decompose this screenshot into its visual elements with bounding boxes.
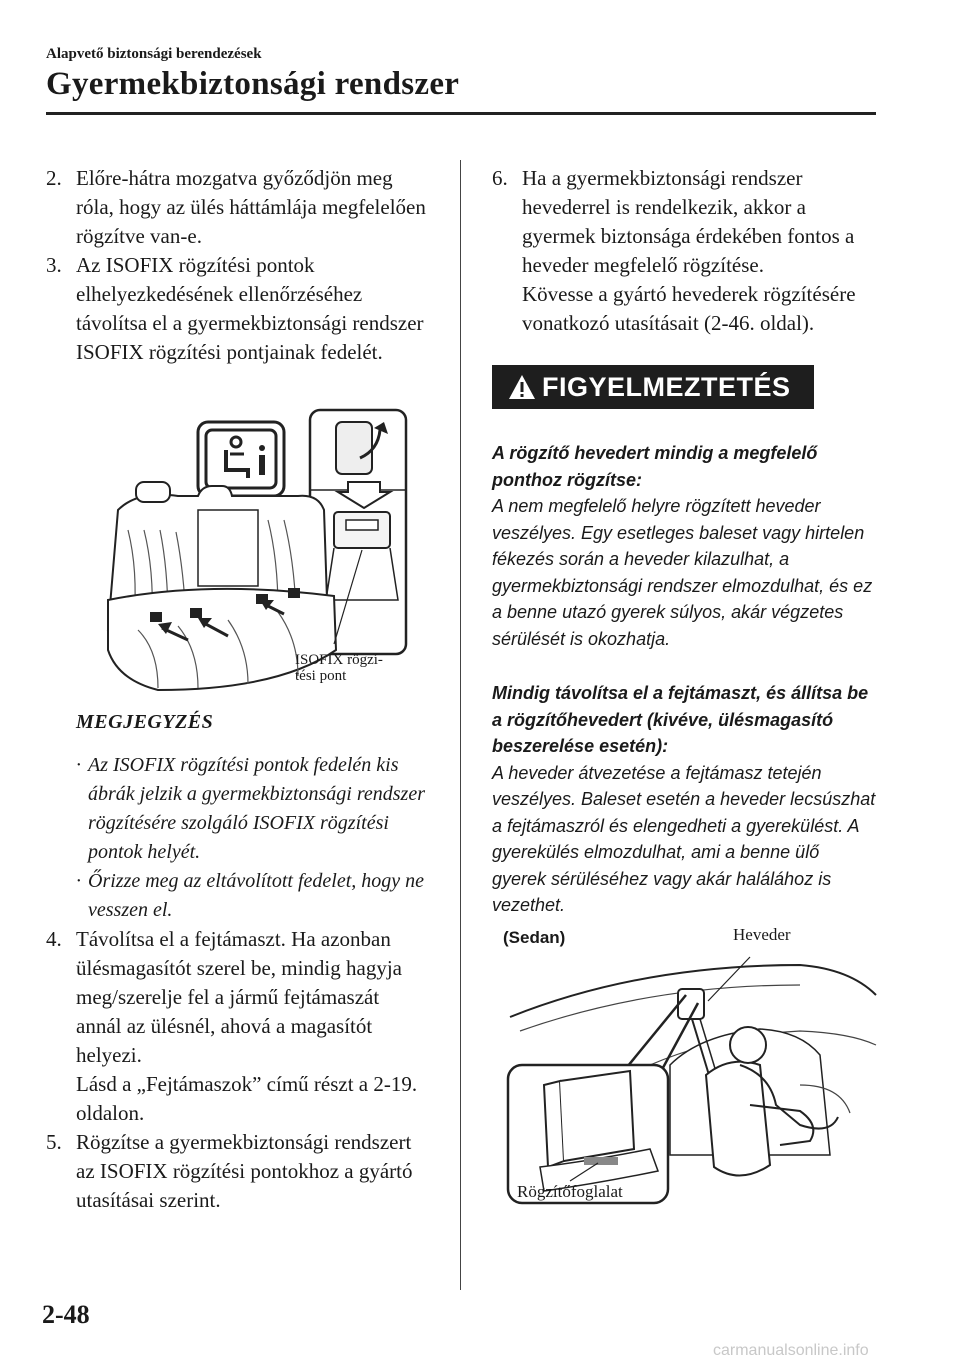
step-6 — [492, 164, 882, 280]
step-2 — [46, 164, 426, 251]
left-column-bottom — [46, 708, 426, 1215]
page-title: Gyermekbiztonsági rendszer — [46, 66, 460, 102]
step-3 — [46, 251, 426, 367]
note-bullet — [46, 867, 426, 925]
child-seat-isofix-icon — [206, 430, 276, 488]
step-4-reference: Lásd a „Fejtámaszok” című részt a 2-19. oldalon. — [76, 1072, 418, 1125]
isofix-label-line1: ISOFIX rögzí- — [295, 652, 383, 668]
note-list — [46, 751, 426, 925]
column-divider — [460, 160, 461, 1290]
warning-triangle-icon — [502, 373, 542, 401]
step-3-text: Az ISOFIX rögzítési pontok elhelyezkedésének ellenőrzéséhez távolítsa el a gyermekbiztonsági rendszer ISOFIX rögzítési pontjainak fedelét. — [76, 253, 424, 364]
section-title: Alapvető biztonsági berendezések — [46, 46, 262, 62]
warning-title: FIGYELMEZTETÉS — [542, 371, 791, 402]
step-5-number: 5. — [46, 1130, 62, 1154]
step-5-text: Rögzítse a gyermekbiztonsági rendszert az ISOFIX rögzítési pontokhoz a gyártó utasításai szerint. — [76, 1130, 413, 1212]
page-number: 2-48 — [42, 1300, 90, 1329]
warning-1-body: A nem megfelelő helyre rögzített heveder veszélyes. Egy esetleges baleset vagy hirtelen fékezés során a heveder kilazulhat, a gyermekbiztonsági rendszer elmozdulhat, és ez a benne utazó gyerek súlyos, akár végzetes sérülését is okozhatja. — [492, 496, 873, 649]
tether-label: Heveder — [733, 925, 791, 944]
footer-watermark: carmanualsonline.info — [713, 1342, 869, 1359]
isofix-label — [295, 652, 383, 684]
step-2-text: Előre-hátra mozgatva győződjön meg róla, hogy az ülés háttámlája megfelelően rögzítve van-e. — [76, 166, 426, 248]
warning-banner — [492, 365, 814, 409]
header-rule — [46, 112, 876, 115]
step-5 — [46, 1128, 426, 1215]
note-bullet-text: Az ISOFIX rögzítési pontok fedelén kis ábrák jelzik a gyermekbiztonsági rendszer rögzítésére szolgáló ISOFIX rögzítési pontok helyét. — [88, 754, 425, 863]
sedan-tether-illustration — [500, 935, 880, 1207]
bullet-dot: · — [76, 754, 81, 776]
anchor-label: Rögzítőfoglalat — [517, 1182, 623, 1201]
sedan-label: (Sedan) — [503, 928, 566, 947]
step-4-number: 4. — [46, 927, 62, 951]
step-4 — [46, 925, 426, 1070]
note-bullet-text: Őrizze meg az eltávolított fedelet, hogy ne vesszen el. — [88, 870, 425, 921]
step-6-reference: Kövesse a gyártó hevederek rögzítésére vonatkozó utasításait (2-46. oldal). — [522, 282, 856, 335]
warning-1-heading: A rögzítő hevedert mindig a megfelelő ponthoz rögzítse: — [492, 443, 818, 490]
note-title: MEGJEGYZÉS — [76, 711, 214, 733]
isofix-label-line2: tési pont — [295, 668, 347, 684]
note-bullet — [46, 751, 426, 867]
warning-2-body: A heveder átvezetése a fejtámasz tetején veszélyes. Baleset esetén a heveder lecsúszhat a fejtámaszról és elengedheti a gyerekülést. A gyerekülés elmozdulhat, ami a benne ülő gyerek sérüléséhez vagy akár halálához is vezethet. — [492, 762, 876, 915]
step-3-number: 3. — [46, 253, 62, 277]
step-6-text: Ha a gyermekbiztonsági rendszer hevederrel is rendelkezik, akkor a gyermek biztonsága érdekében fontos a heveder megfelelő rögzítése. — [522, 166, 855, 277]
right-column-top — [492, 164, 882, 338]
warning-2-heading: Mindig távolítsa el a fejtámaszt, és állítsa be a rögzítőhevedert (kivéve, ülésmagasító beszerelése esetén): — [492, 683, 869, 756]
step-6-number: 6. — [492, 166, 508, 190]
warning-text — [492, 440, 878, 919]
step-2-number: 2. — [46, 166, 62, 190]
step-4-text: Távolítsa el a fejtámaszt. Ha azonban ülésmagasítót szerel be, mindig hagyja meg/szerelje fel a jármű fejtámaszát annál az ülésnél, ahová a magasítót helyezi. — [76, 927, 402, 1067]
left-column-top — [46, 164, 426, 367]
bullet-dot: · — [76, 870, 81, 892]
